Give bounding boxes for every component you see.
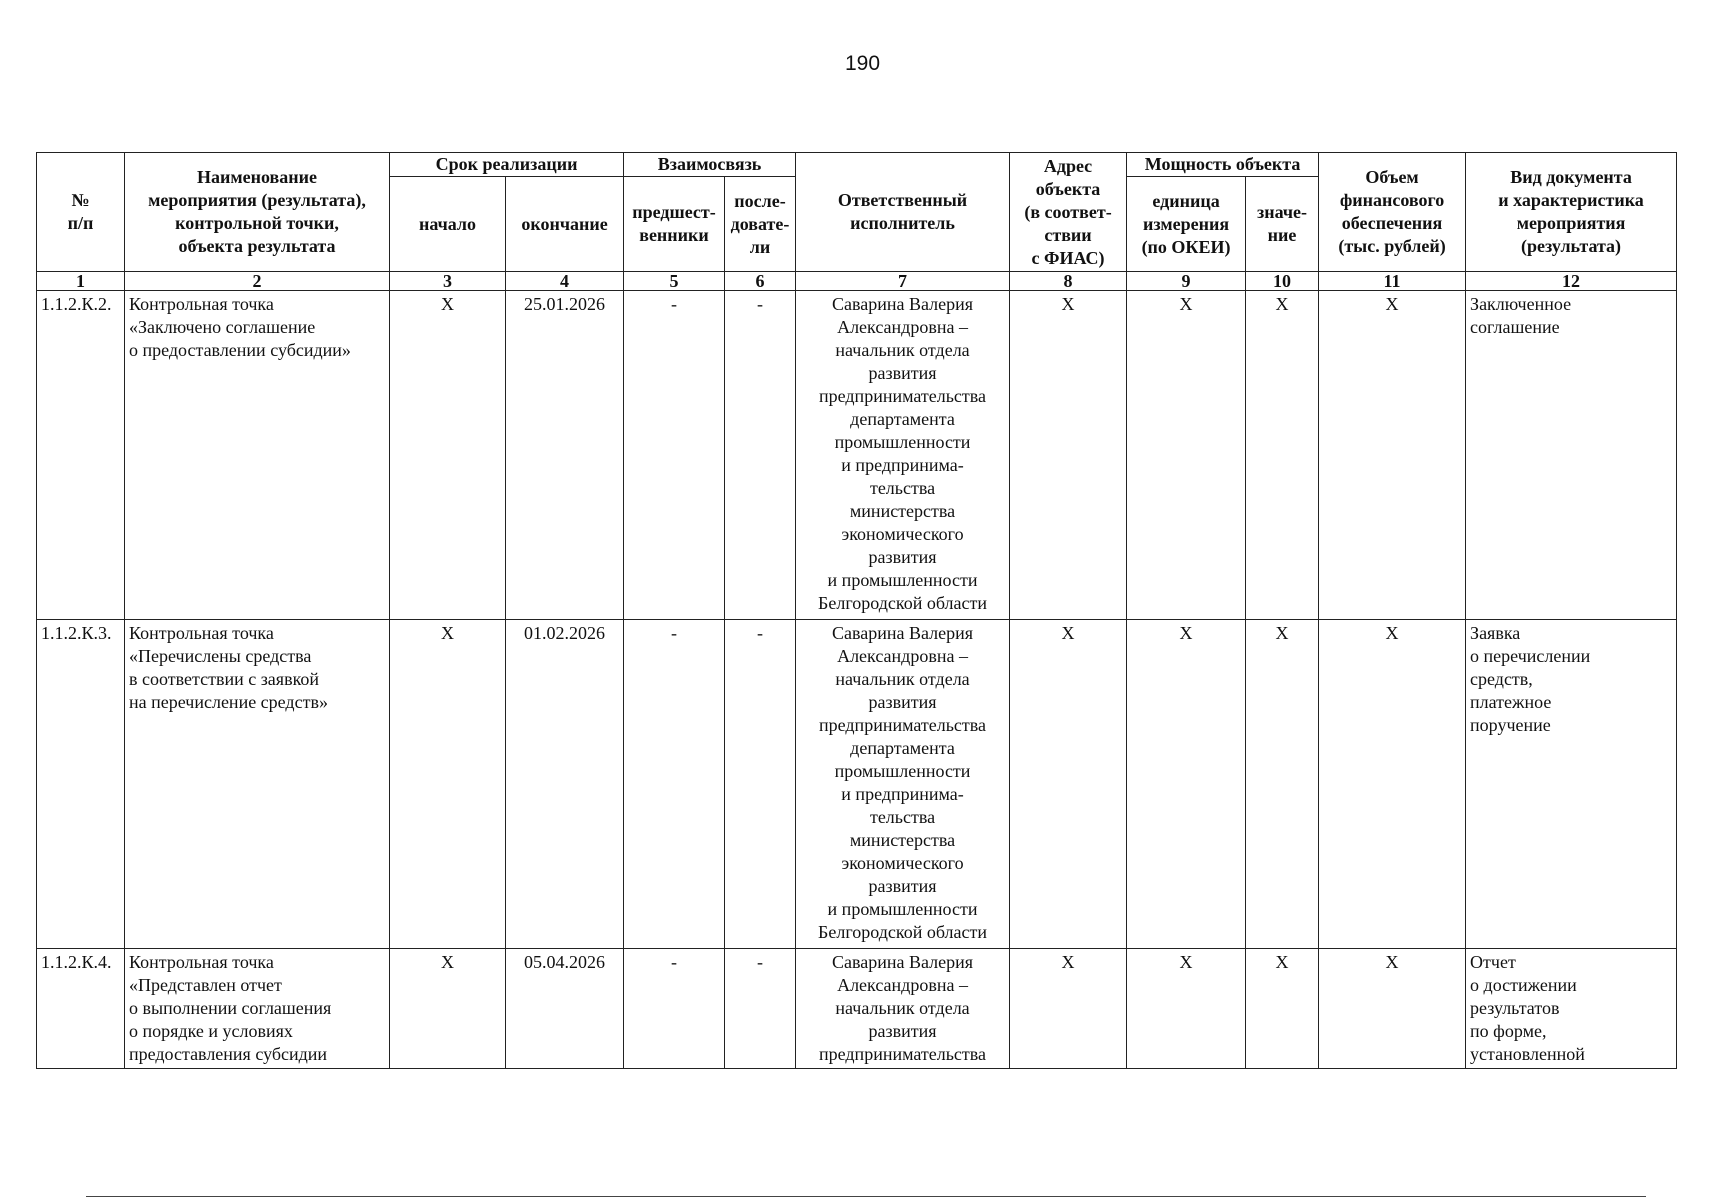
row-responsible: Саварина Валерия Александровна – начальник отдела развития предпринимательства департамента промышленности и предпринима- тельства министерства экономического развития и промышленности Белгородской области [796,620,1010,949]
row-start: Х [390,620,506,949]
row-unit: Х [1127,949,1246,1069]
header-predecessors: предшест- венники [624,177,725,272]
row-code: 1.1.2.К.3. [37,620,125,949]
column-number: 6 [725,272,796,291]
header-document: Вид документа и характеристика мероприятия (результата) [1466,153,1677,272]
row-code: 1.1.2.К.4. [37,949,125,1069]
row-funding: Х [1319,291,1466,620]
row-name: Контрольная точка «Перечислены средства в соответствии с заявкой на перечисление средств» [125,620,390,949]
row-unit: Х [1127,291,1246,620]
column-number: 4 [506,272,624,291]
header-unit: единица измерения (по ОКЕИ) [1127,177,1246,272]
header-group-term: Срок реализации [390,153,624,177]
header-group-capacity: Мощность объекта [1127,153,1319,177]
header-funding: Объем финансового обеспечения (тыс. рублей) [1319,153,1466,272]
row-successors: - [725,620,796,949]
table-row [37,949,1677,1069]
row-name: Контрольная точка «Заключено соглашение о предоставлении субсидии» [125,291,390,620]
row-successors: - [725,291,796,620]
row-end: 25.01.2026 [506,291,624,620]
row-predecessors: - [624,291,725,620]
row-value: Х [1246,291,1319,620]
row-predecessors: - [624,620,725,949]
row-successors: - [725,949,796,1069]
row-document: Заявка о перечислении средств, платежное поручение [1466,620,1677,949]
row-responsible: Саварина Валерия Александровна – начальник отдела развития предпринимательства [796,949,1010,1069]
column-number: 7 [796,272,1010,291]
row-funding: Х [1319,949,1466,1069]
row-address: Х [1010,949,1127,1069]
row-responsible: Саварина Валерия Александровна – начальник отдела развития предпринимательства департамента промышленности и предпринима- тельства министерства экономического развития и промышленности Белгородской области [796,291,1010,620]
header-successors: после- довате- ли [725,177,796,272]
row-funding: Х [1319,620,1466,949]
header-value: значе- ние [1246,177,1319,272]
row-address: Х [1010,291,1127,620]
row-end: 01.02.2026 [506,620,624,949]
table-row [37,620,1677,949]
column-number: 8 [1010,272,1127,291]
header-start: начало [390,177,506,272]
header-responsible: Ответственный исполнитель [796,153,1010,272]
row-document: Заключенное соглашение [1466,291,1677,620]
row-start: Х [390,949,506,1069]
row-code: 1.1.2.К.2. [37,291,125,620]
row-predecessors: - [624,949,725,1069]
row-value: Х [1246,620,1319,949]
row-value: Х [1246,949,1319,1069]
header-end: окончание [506,177,624,272]
column-number: 9 [1127,272,1246,291]
page-bottom-rule [86,1196,1646,1197]
table-row [37,291,1677,620]
row-end: 05.04.2026 [506,949,624,1069]
row-unit: Х [1127,620,1246,949]
column-number: 5 [624,272,725,291]
header-address: Адрес объекта (в соответ- ствии с ФИАС) [1010,153,1127,272]
column-number: 3 [390,272,506,291]
header-name: Наименование мероприятия (результата), контрольной точки, объекта результата [125,153,390,272]
column-number: 11 [1319,272,1466,291]
header-number: № п/п [37,153,125,272]
page-number: 190 [844,52,881,75]
column-number: 10 [1246,272,1319,291]
column-number: 1 [37,272,125,291]
row-name: Контрольная точка «Представлен отчет о выполнении соглашения о порядке и условиях предоставления субсидии [125,949,390,1069]
column-number: 2 [125,272,390,291]
column-number: 12 [1466,272,1677,291]
row-start: Х [390,291,506,620]
row-address: Х [1010,620,1127,949]
header-group-relation: Взаимосвязь [624,153,796,177]
control-points-table [36,152,1677,1069]
row-document: Отчет о достижении результатов по форме, установленной [1466,949,1677,1069]
